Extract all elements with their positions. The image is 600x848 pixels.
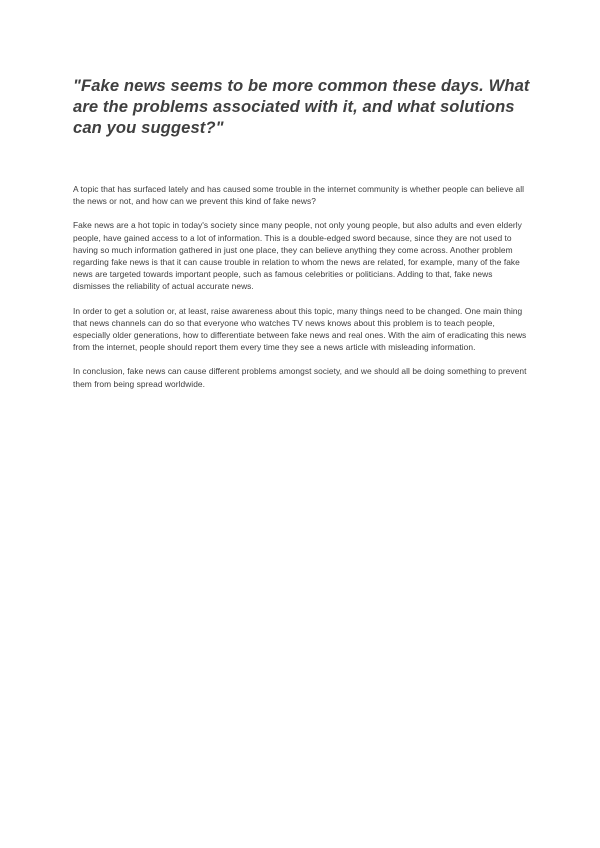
paragraph-conclusion: In conclusion, fake news can cause different problems amongst society, and we should all be doing something to prevent them from being spread worldwide. <box>73 366 527 389</box>
paragraph-problems: Fake news are a hot topic in today's society since many people, not only young people, but also adults and even elderly people, have gained access to a lot of information. This is a double-edged sword because, since they are not used to having so much information gathered in just one place, they can believe anything they come across. Another problem regarding fake news is that it can cause trouble in relation to whom the news are related, for example, many of the fake news are targeted towards important people, such as famous celebrities or politicians. Adding to that, fake news dismisses the reliability of actual accurate news. <box>73 220 522 292</box>
essay-title: "Fake news seems to be more common these days. What are the problems associated with it, and what solutions can you suggest?" <box>73 76 530 137</box>
paragraph-intro: A topic that has surfaced lately and has caused some trouble in the internet community is whether people can believe all the news or not, and how can we prevent this kind of fake news? <box>73 184 525 207</box>
essay-body <box>73 183 531 402</box>
paragraph-solutions: In order to get a solution or, at least, raise awareness about this topic, many things need to be changed. One main thing that news channels can do so that everyone who watches TV news knows about this problem is to teach people, especially older generations, how to differentiate between fake news and real ones. With the aim of eradicating this news from the internet, people should report them every time they see a news article with misleading information. <box>73 305 527 353</box>
